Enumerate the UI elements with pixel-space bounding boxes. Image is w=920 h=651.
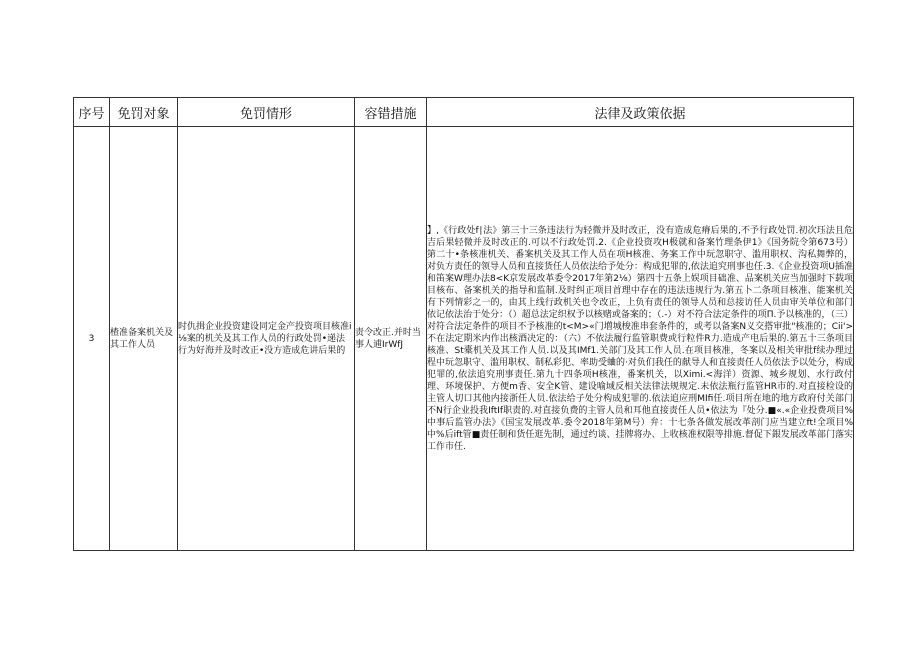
header-target: 免罚对象: [110, 98, 178, 127]
cell-measure: 责令改正.并时当事人逋IrWfJ: [355, 127, 427, 551]
table-header: [74, 98, 854, 127]
header-basis: 法律及政策依据: [427, 98, 854, 127]
cell-no: 3: [74, 127, 110, 551]
header-situation: 免罚情形: [178, 98, 355, 127]
policy-table: [73, 97, 854, 551]
table-row: [74, 127, 854, 551]
header-row: [74, 98, 854, 127]
cell-situation: 时仇揖企业投资建设同定金产投资项目核准i⅛案的机关及其工作人员的行政处罚•递法行为好海并及时改正•没方造成危讲后果的: [178, 127, 355, 551]
cell-basis: 】,《行政处f∣法》第三十三条违法行为轻微并及时改正，没有造成危瘠后果的,不予行政处罚.初次珏法且危吉后果轻微并及时改正的.可以不行政处罚.2.《企业投资攻H极就和备案竹理条伊1》《国务院令第673号）第二十•条核准机关、番案机关及其工作人员在项H核准、务案工作中玩忽职守、滥用职权、沟私舞弊的，对负方责任的领导人员和直接货任人员依法给予处分：构成犯罪的,依法追究刑事也任.3.《企业投资项U插准和笛案W理办法8<K京发展改革委令2017年第2⅛）第四十五条上娱项目础准、品案机关应当加强时下载项目核布、备案机关的指导和监制.及时纠正项目首理中存在的违法违规行为.第五卜二条项目核准、能案机关有下列情彩之一的，由其上线行政机关也令改正，上负有责任的领导人员和总接访任人员由审关单位和部门依记依法治于处分：（）超总法定织权予以核赌或备案的；（.-）对不符合法定条件的项Π.予以核准的，（三）对符合法定条件的项目不予核准的t<M>«门増城梭准串套条件的，或考以备案N义交搭审批"核准的；Cii'>不在法定期米内作出核酒决定的：（六）不依法履行监管职费或行粒件R力.造成产电后果的.第五十三条项目核准、St橐机关及其工作人员.以及其IMf1.关部门及其工作人员.在项目核准，冬案以及相关审批f续办理过程中玩忽职守、滥用职权、制私彩犯、率助受蛐的·对负们我任的献导人和直接责任人员依法予以处分，构成犯罪的,依法追究刑事责任.第九十四条项H核准，番案机关，以Ximi.<海洋）资源、城乡规划、水行政付理、环境保护、方便m香、安全K管、建设喻域反相关法律法规规定.未依法瓶行监管HR市的.对直接检设的主管人切口其他内接浙任人员.依法给子处分构成犯罪的.依法追应刑MIfi任.项目所在地的地方政府付关部门不N行企业投我IftIf职责的.对直接负费的主管人员和耳他直接责任人员•依法为『处分.■«.«企业投费项目%中事后监管办法》《国宝发展改革.委令2018年第M号）弁：十七条各做发展改革剖门应当建立ft!全项目%中%后ift管■责任制和货任逛先制，通过约谈、挂牌将办、上收核准权限等排施.督促下銀发展改革部门落实工作市任.: [427, 127, 854, 551]
header-no: 序号: [74, 98, 110, 127]
cell-target: 楂准备案机关及其工作人员: [110, 127, 178, 551]
header-measure: 容错措施: [355, 98, 427, 127]
table-body: [74, 127, 854, 551]
